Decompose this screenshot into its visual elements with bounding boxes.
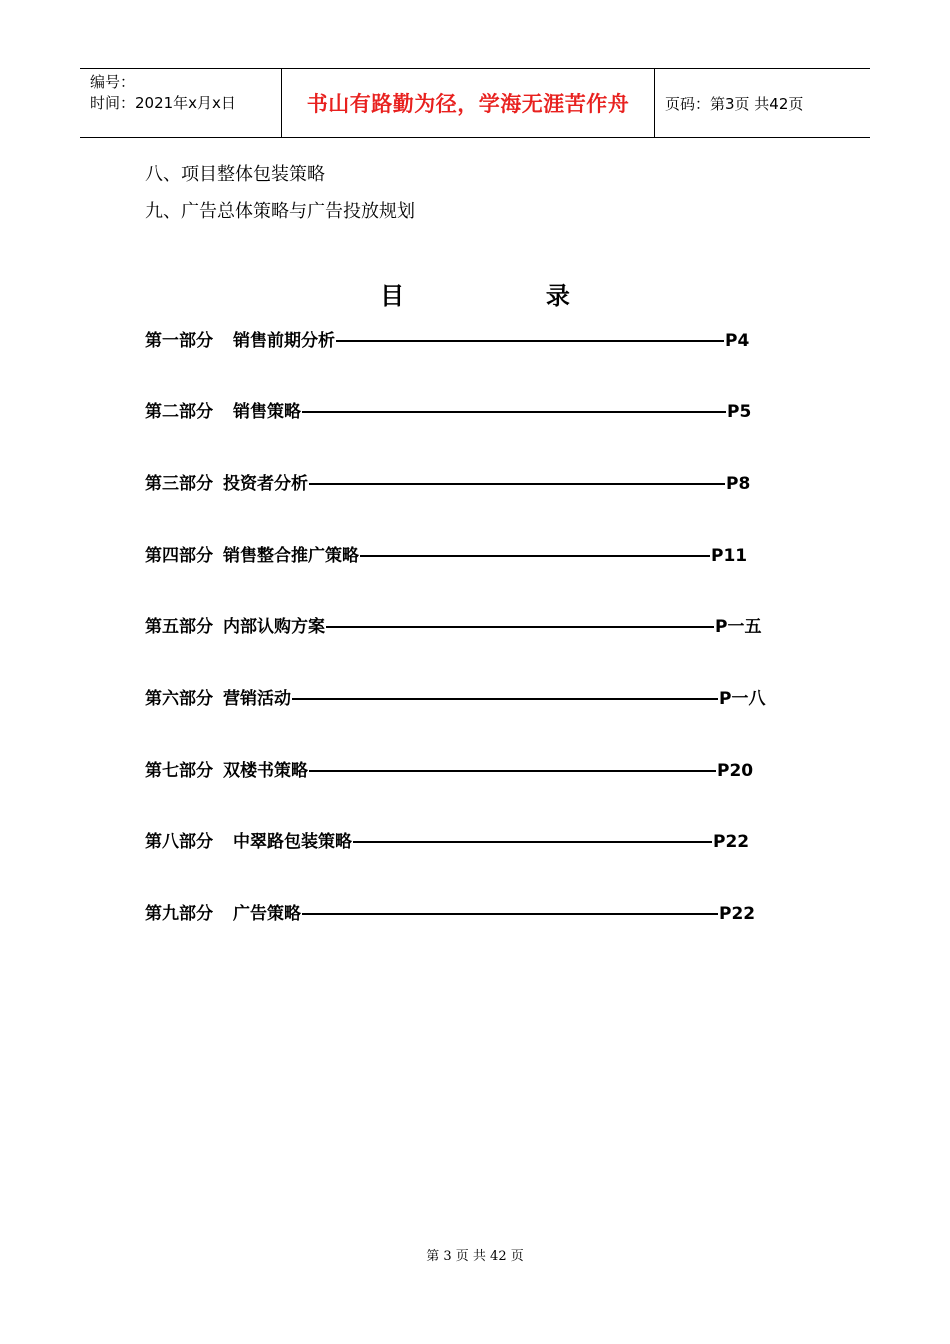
- toc-leader: [302, 913, 718, 915]
- toc-entry-page: P20: [717, 761, 754, 781]
- toc-entry-page: P一八: [719, 689, 766, 709]
- toc-entry-part: 第二部分: [145, 402, 213, 422]
- toc-leader: [353, 841, 712, 843]
- header-motto: 书山有路勤为径，学海无涯苦作舟: [282, 69, 655, 137]
- header-number-label: 编号：: [90, 73, 136, 91]
- toc-entry-page: P一五: [715, 617, 762, 637]
- header-time-label: 时间：2021年x月x日: [90, 94, 236, 112]
- toc-leader: [309, 770, 716, 772]
- toc-entry-part: 第五部分: [145, 617, 213, 637]
- toc-entry-title: 销售整合推广策略: [223, 546, 359, 566]
- toc-entry-4[interactable]: [145, 544, 747, 568]
- toc-entry-2[interactable]: [145, 400, 751, 424]
- toc-title-left: 目: [380, 282, 405, 310]
- toc-leader: [302, 411, 726, 413]
- page-footer: 第 3 页 共 42 页: [426, 1249, 524, 1264]
- toc-leader: [326, 626, 714, 628]
- intro-line-8: 八、项目整体包装策略: [145, 164, 325, 185]
- toc-entry-part: 第九部分: [145, 904, 213, 924]
- toc-entry-page: P22: [713, 832, 750, 852]
- toc-leader: [309, 483, 725, 485]
- toc-entry-8[interactable]: [145, 830, 749, 854]
- toc-entry-title: 内部认购方案: [223, 617, 325, 637]
- toc-entry-6[interactable]: [145, 687, 765, 711]
- toc-entry-title: 广告策略: [233, 904, 301, 924]
- toc-title: [0, 276, 950, 311]
- header-page-info: 页码：第3页 共42页: [665, 94, 804, 113]
- page-header: [80, 68, 870, 138]
- toc-entry-page: P5: [727, 402, 752, 422]
- toc-entry-part: 第八部分: [145, 832, 213, 852]
- toc-leader: [292, 698, 718, 700]
- toc-entry-7[interactable]: [145, 759, 753, 783]
- toc-entry-title: 投资者分析: [223, 474, 308, 494]
- toc-title-right: 录: [545, 282, 570, 310]
- toc-leader: [336, 340, 724, 342]
- header-meta: [80, 69, 282, 137]
- toc-entry-page: P4: [725, 331, 750, 351]
- toc-leader: [360, 555, 710, 557]
- toc-entry-page: P11: [711, 546, 748, 566]
- toc-entry-part: 第一部分: [145, 331, 213, 351]
- toc-entry-5[interactable]: [145, 615, 761, 639]
- intro-line-9: 九、广告总体策略与广告投放规划: [145, 201, 415, 222]
- toc-entry-3[interactable]: [145, 472, 750, 496]
- toc-entry-part: 第四部分: [145, 546, 213, 566]
- toc-entry-title: 双楼书策略: [223, 761, 308, 781]
- toc-entry-title: 营销活动: [223, 689, 291, 709]
- toc-entry-page: P22: [719, 904, 756, 924]
- toc-entry-title: 销售策略: [233, 402, 301, 422]
- toc-entry-part: 第六部分: [145, 689, 213, 709]
- toc-entry-part: 第三部分: [145, 474, 213, 494]
- toc-entry-page: P8: [726, 474, 751, 494]
- toc-entry-9[interactable]: [145, 902, 755, 926]
- toc-entry-1[interactable]: [145, 329, 749, 353]
- toc-entry-title: 中翠路包装策略: [233, 832, 352, 852]
- toc-entry-part: 第七部分: [145, 761, 213, 781]
- toc-entry-title: 销售前期分析: [233, 331, 335, 351]
